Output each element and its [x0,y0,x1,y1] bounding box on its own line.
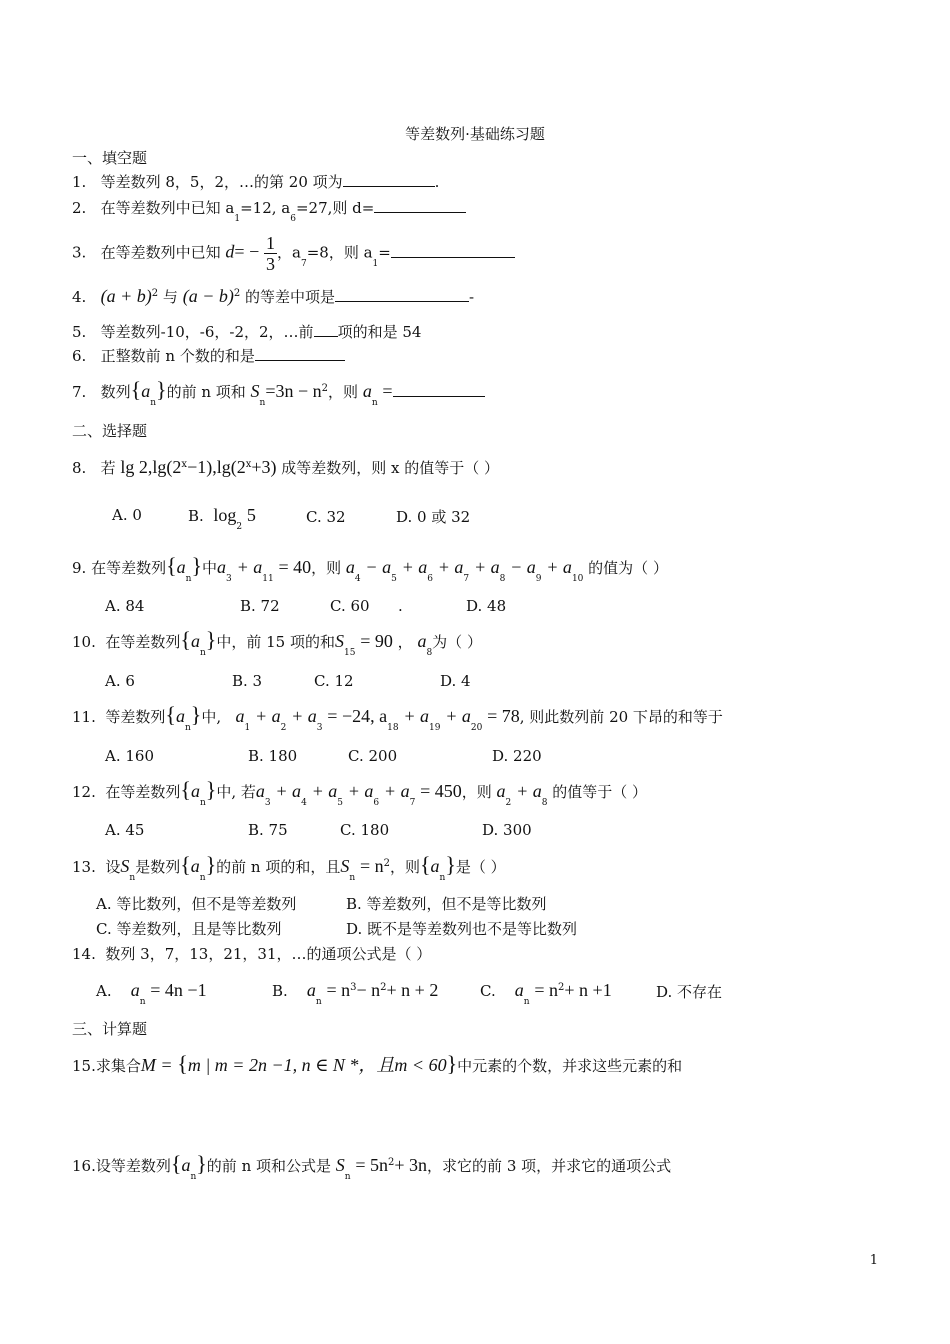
q8-option-b: B. $\log_2 5$ [188,505,256,532]
q11-option-b: B. 180 [248,747,298,765]
question-14: 14. 数列 3，7，13，21，31，…的通项公式是（ ） [72,945,432,963]
q14-option-d: D. 不存在 [656,983,723,1001]
q11-option-d: D. 220 [492,747,542,765]
q13-option-c: C. 等差数列，且是等比数列 [96,920,282,938]
q12-option-b: B. 75 [248,821,288,839]
q11-option-a: A. 160 [105,747,154,765]
section-heading-calculation: 三、计算题 [72,1020,148,1038]
page-title: 等差数列·基础练习题 [405,125,545,143]
q10-option-d: D. 4 [440,672,471,690]
question-9: 9. 在等差数列$\{a_n\}$中$a_3 + a_{11} = 40$，则 $a_4 - a_5 + a_6 + a_7 + a_8 - a_9 + a_{10}$ 的值为（ ） [72,553,668,584]
section-heading-multiple-choice: 二、选择题 [72,422,148,440]
q14-option-c: C. $a_n = n^2+ n +1$ [480,980,612,1007]
question-3: 3. 在等差数列中已知 d= − $\frac{1}{3}$ ，$a_7=8$，则 $a_1=$ [72,233,515,274]
q14-option-a: A. $a_n = 4n -1$ [96,980,207,1007]
page-number: 1 [869,1253,878,1268]
question-16: 16.设等差数列$\{a_n\}$的前 n 项和公式是 $S_n = 5n^2+ 3n$，求它的前 3 项，并求它的通项公式 [72,1151,672,1182]
q10-option-b: B. 3 [232,672,263,690]
q9-option-d: D. 48 [466,597,507,615]
question-15: 15.求集合M = {m | m = 2n −1, n ∈ N *，且m < 60}中元素的个数，并求这些元素的和 [72,1051,683,1076]
q10-option-a: A. 6 [105,672,135,690]
fraction-one-third: $\frac{1}{3}$ [266,233,276,274]
q13-option-b: B. 等差数列，但不是等比数列 [346,895,547,913]
q10-option-c: C. 12 [314,672,354,690]
q12-option-d: D. 300 [482,821,532,839]
q11-option-c: C. 200 [348,747,398,765]
q9-option-b: B. 72 [240,597,280,615]
question-2: 2. 在等差数列中已知 $a_1=12$, $a_6=27$,则 d= [72,198,466,221]
q9-option-a: A. 84 [105,597,145,615]
question-11: 11. 等差数列$\{a_n\}$中, $a_1 + a_2 + a_3 = -24$, $a_{18} + a_{19} + a_{20} = 78$, 则此数列前 20 下昂的和等于 [72,702,723,733]
question-4: 4. $(a + b)^2$ 与 $(a - b)^2$ 的等差中项是 - [72,286,475,306]
q12-option-a: A. 45 [105,821,145,839]
q13-option-d: D. 既不是等差数列也不是等比数列 [346,920,578,938]
question-1: 1. 等差数列 8，5，2，…的第 20 项为 . [72,173,440,191]
q12-option-c: C. 180 [340,821,390,839]
q8-option-d: D. 0 或 32 [396,508,471,526]
question-13: 13. 设$S_n$是数列$\{a_n\}$的前 n 项的和，且$S_n = n^2$，则$\{a_n\}$是（ ） [72,852,506,883]
q9-option-c: C. 60 [330,597,370,615]
question-8: 8. 若 $\lg 2,\lg(2^x-1),\lg(2^x+3)$ 成等差数列，则 x 的值等于（ ） [72,457,500,477]
q13-option-a: A. 等比数列，但不是等差数列 [96,895,297,913]
question-7: 7. 数列$\{a_n\}$的前 n 项和 $S_n=3n - n^2$，则 $a_n$ = [72,380,485,405]
q14-option-b: B. $a_n = n^3- n^2+ n + 2$ [272,980,439,1007]
q8-option-c: C. 32 [306,508,346,526]
question-10: 10. 在等差数列$\{a_n\}$中，前 15 项的和$S_{15} = 90$ ， $a_8$为（ ） [72,627,482,658]
question-5: 5. 等差数列-10，-6，-2，2，…前 项的和是 54 [72,323,422,341]
q9-separator: . [398,597,403,615]
section-heading-fill-blank: 一、填空题 [72,149,148,167]
question-12: 12. 在等差数列$\{a_n\}$中, 若$a_3 + a_4 + a_5 + a_6 + a_7 = 450$，则 $a_2 + a_8$ 的值等于（ ） [72,777,648,808]
q8-option-a: A. 0 [112,506,142,524]
question-6: 6. 正整数前 n 个数的和是 [72,346,345,366]
